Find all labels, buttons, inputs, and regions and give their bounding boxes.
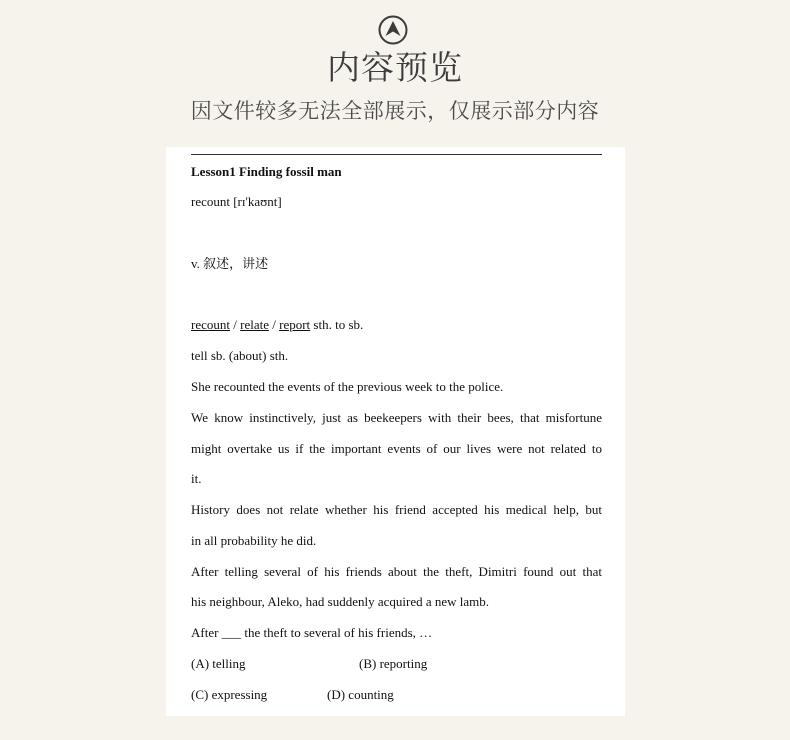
option-a: (A) telling: [191, 656, 246, 671]
example-sentence-2-line-2: might overtake us if the important events of our lives were not related to: [191, 441, 602, 456]
option-c: (C) expressing: [191, 687, 268, 702]
top-divider: [191, 154, 602, 155]
preview-header: [0, 0, 790, 148]
document-preview: [166, 147, 625, 716]
usage-word-report: report: [279, 317, 311, 332]
example-sentence-3-line-2: in all probability he did.: [191, 533, 317, 548]
example-sentence-2-line-1: We know instinctively, just as beekeepers with their bees, that misfortune: [191, 410, 602, 425]
option-d: (D) counting: [327, 687, 394, 702]
usage-line-2: tell sb. (about) sth.: [191, 348, 289, 363]
usage-word-relate: relate: [240, 317, 269, 332]
question-line: After ___ the theft to several of his friends, …: [191, 625, 433, 640]
usage-rest: sth. to sb.: [310, 317, 364, 332]
page-title: 内容预览: [327, 48, 463, 87]
lesson-heading: Lesson1 Finding fossil man: [191, 164, 342, 179]
usage-line-1: [191, 316, 602, 334]
example-sentence-1: She recounted the events of the previous week to the police.: [191, 379, 504, 394]
example-sentence-4-line-2: his neighbour, Aleko, had suddenly acquired a new lamb.: [191, 594, 490, 609]
page-subtitle: 因文件较多无法全部展示，仅展示部分内容: [190, 99, 600, 123]
word-definition: v. 叙述，讲述: [191, 256, 269, 271]
usage-word-recount: recount: [191, 317, 230, 332]
word-pronunciation: recount [rɪ'kaʊnt]: [191, 194, 282, 209]
example-sentence-3-line-1: History does not relate whether his friend accepted his medical help, but: [191, 502, 602, 517]
up-arrow-circle-icon: [378, 15, 408, 45]
usage-separator: /: [229, 317, 241, 332]
usage-separator: /: [268, 317, 280, 332]
example-sentence-2-line-3: it.: [191, 471, 202, 486]
option-b: (B) reporting: [359, 656, 428, 671]
example-sentence-4-line-1: After telling several of his friends about the theft, Dimitri found out that: [191, 564, 602, 579]
